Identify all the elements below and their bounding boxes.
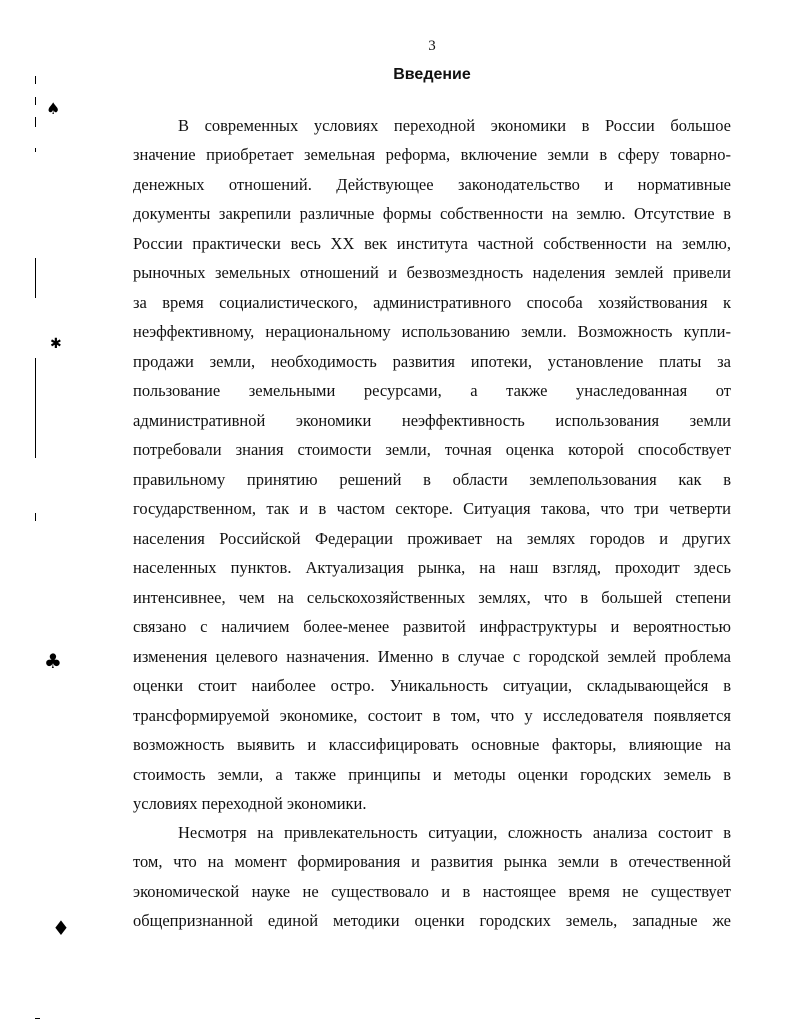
text-line: рыночных земельных отношений и безвозмездность наделения землей привели xyxy=(133,263,731,282)
text-line: продажи земли, необходимость развития ипотеки, установление платы за xyxy=(133,352,731,371)
text-line: общепризнанной единой методики оценки городских земель, западные же xyxy=(133,911,731,930)
page-title: Введение xyxy=(393,66,471,83)
text-line: России практически весь XX век института частной собственности на землю, xyxy=(133,234,731,253)
text-line: за время социалистического, административного способа хозяйствования к xyxy=(133,293,731,312)
scan-blot-icon: ♣ xyxy=(44,649,62,673)
text-line: населения Российской Федерации проживает на землях городов и других xyxy=(133,529,731,548)
text-line: В современных условиях переходной экономики в России большое xyxy=(178,116,731,135)
scan-mark xyxy=(35,1018,40,1019)
text-line: изменения целевого назначения. Именно в случае с городской землей проблема xyxy=(133,647,731,666)
scan-mark xyxy=(35,76,36,84)
text-line: пользование земельными ресурсами, а также унаследованная от xyxy=(133,381,731,400)
scan-mark xyxy=(35,258,36,298)
scan-mark xyxy=(35,358,36,458)
text-line: населенных пунктов. Актуализация рынка, на наш взгляд, проходит здесь xyxy=(133,558,731,577)
text-line: интенсивнее, чем на сельскохозяйственных землях, что в большей степени xyxy=(133,588,731,607)
text-line: стоимость земли, а также принципы и методы оценки городских земель в xyxy=(133,765,731,784)
scan-mark xyxy=(35,97,36,105)
scan-mark xyxy=(35,513,36,521)
scan-blot-icon: ♦ xyxy=(52,916,70,940)
scan-blot-icon: ♠ xyxy=(46,99,61,118)
text-line: трансформируемой экономике, состоит в том, что у исследователя появляется xyxy=(133,706,731,725)
text-line: государственном, так и в частом секторе. Ситуация такова, что три четверти xyxy=(133,499,731,518)
scan-blot-icon: ✱ xyxy=(50,336,62,352)
text-line: условиях переходной экономики. xyxy=(133,794,367,813)
scan-mark xyxy=(35,117,36,127)
text-line: административной экономики неэффективность использования земли xyxy=(133,411,731,430)
text-line: возможность выявить и классифицировать основные факторы, влияющие на xyxy=(133,735,731,754)
text-line: неэффективному, нерациональному использованию земли. Возможность купли- xyxy=(133,322,731,341)
scan-mark xyxy=(35,148,36,152)
text-line: Несмотря на привлекательность ситуации, сложность анализа состоит в xyxy=(178,823,731,842)
text-line: оценки стоит наиболее остро. Уникальность ситуации, складывающейся в xyxy=(133,676,731,695)
text-line: потребовали знания стоимости земли, точная оценка которой способствует xyxy=(133,440,731,459)
text-line: значение приобретает земельная реформа, включение земли в сферу товарно- xyxy=(133,145,731,164)
text-line: денежных отношений. Действующее законодательство и нормативные xyxy=(133,175,731,194)
text-line: документы закрепили различные формы собственности на землю. Отсутствие в xyxy=(133,204,731,223)
text-line: связано с наличием более-менее развитой инфраструктуры и вероятностью xyxy=(133,617,731,636)
text-line: том, что на момент формирования и развития рынка земли в отечественной xyxy=(133,852,731,871)
page-number: 3 xyxy=(428,38,436,54)
text-line: экономической науке не существовало и в настоящее время не существует xyxy=(133,882,731,901)
text-line: правильному принятию решений в области землепользования как в xyxy=(133,470,731,489)
